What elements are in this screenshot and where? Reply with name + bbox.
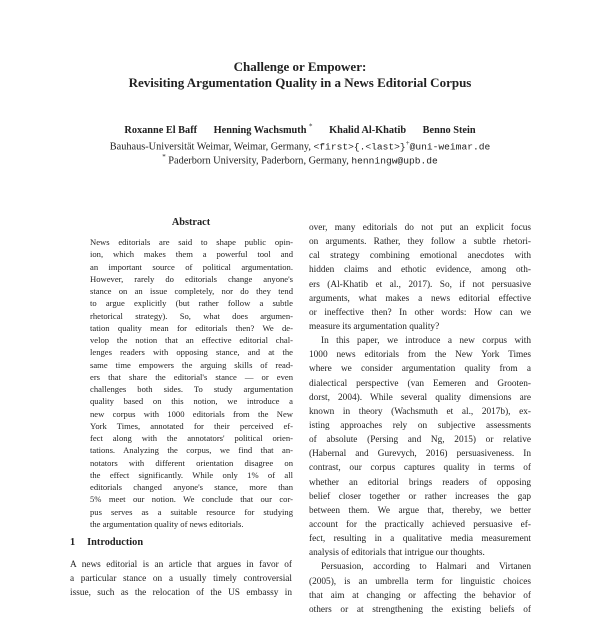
text-line: 1000 news editorials from the New York Times bbox=[309, 350, 531, 361]
text-line: dorst, 2004). While several quality dimensions are bbox=[309, 392, 531, 403]
text-line: account for the practically achieved persuasive ef- bbox=[309, 519, 531, 530]
text-line: Persuasion, according to Halmari and Virtanen bbox=[321, 562, 531, 573]
text-line: arguments, what makes a news editorial effective bbox=[309, 293, 531, 304]
text-line: pus serves as a suitable resource for studying bbox=[90, 506, 293, 517]
paper-title bbox=[0, 59, 600, 91]
text-line: (Habernal and Gurevych, 2016) persuasiveness. In bbox=[309, 449, 531, 460]
text-line: belief closer together or rather increases the gap bbox=[309, 491, 531, 502]
text-line: ers that share the editorial's stance — or even bbox=[90, 371, 293, 382]
section-body bbox=[70, 558, 292, 601]
author: Benno Stein bbox=[422, 125, 476, 137]
text-line: where we consider argumentation quality from a bbox=[309, 364, 531, 375]
text-line: a particular stance on a usually timely controversial bbox=[70, 574, 292, 585]
text-line: challenges both sides. To study argumentation bbox=[90, 384, 293, 394]
text-line: analysis of editorials that intrigue our thoughts. bbox=[309, 548, 485, 559]
right-column-body bbox=[309, 221, 531, 617]
text-line: 5% meet our notion. We conclude that our cor- bbox=[90, 494, 293, 505]
text-line: A news editorial is an article that argues in favor of bbox=[70, 560, 292, 570]
text-line: of absolute (Persing and Ng, 2015) or relative bbox=[309, 435, 531, 446]
section-heading bbox=[70, 537, 143, 548]
text-line: known in theory (Wachsmuth et al., 2017b), ex- bbox=[309, 406, 531, 417]
text-line: hidden claims and ethotic evidence, among oth- bbox=[309, 265, 531, 276]
email: henningw@upb.de bbox=[351, 155, 438, 167]
text-line: notators with different orientation disagree on bbox=[90, 457, 293, 468]
text-line: fect, resulting in a qualitative media measurement bbox=[309, 534, 531, 545]
text-line: dialectical perspective (van Eemeren and Grooten- bbox=[309, 378, 531, 389]
text-line: In this paper, we introduce a new corpus with bbox=[321, 336, 531, 347]
title-line-1: Challenge or Empower: bbox=[233, 59, 367, 74]
text-line: (2005), is an umbrella term for linguistic choices bbox=[309, 576, 531, 587]
text-line: rhetorical strategy). So, what does argumen- bbox=[90, 310, 293, 321]
text-line: lenges readers with opposing stance, and at the bbox=[90, 347, 293, 358]
text-line: on arguments. Rather, they follow a subtle rhetori- bbox=[309, 237, 531, 248]
text-line: ers (Al-Khatib et al., 2017). So, if not persuasive bbox=[309, 279, 531, 290]
text-line: York Times, annotated for their perceived ef- bbox=[90, 420, 293, 431]
text-line: the argumentation quality of news editorials. bbox=[90, 518, 244, 529]
author-list bbox=[0, 123, 600, 136]
text-line: isting approaches rely on subjective assessments bbox=[309, 420, 531, 431]
text-line: to argue explicitly (but rather follow a subtle bbox=[90, 298, 293, 309]
text-line: issue, such as the relocation of the US embassy in bbox=[70, 588, 292, 599]
text-line: News editorials are said to shape public opin- bbox=[90, 237, 293, 247]
text-line: ion, which makes them a powerful tool and bbox=[90, 249, 293, 260]
text-line: between them. We argue that, thereby, we better bbox=[309, 505, 531, 516]
text-line: same time empowers the arguing skills of read- bbox=[90, 359, 293, 370]
text-line: contrast, our corpus captures quality in terms of bbox=[309, 463, 531, 474]
affiliation-2: * Paderborn University, Paderborn, Germany, henningw@upb.de bbox=[162, 153, 438, 167]
text-line: However, rarely do editorials change anyone's bbox=[90, 273, 293, 284]
text-line: stance on an issue completely, nor do they tend bbox=[90, 286, 293, 296]
author: Henning Wachsmuth * bbox=[213, 123, 313, 137]
email: <first>{.<last>} bbox=[313, 141, 406, 153]
author: Khalid Al-Khatib bbox=[329, 125, 407, 137]
text-line: that aim at changing or affecting the behavior of bbox=[309, 590, 531, 601]
affiliation-1: Bauhaus-Universität Weimar, Weimar, Germany, <first>{.<last>}+@uni-weimar.de bbox=[109, 139, 491, 153]
text-line: new corpus with 1000 editorials from the New bbox=[90, 408, 293, 419]
text-line: an important source of political argumentation. bbox=[90, 261, 293, 272]
abstract-body bbox=[90, 236, 293, 530]
author: Roxanne El Baff bbox=[124, 125, 198, 137]
text-line: over, many editorials do not put an explicit focus bbox=[309, 223, 531, 233]
text-line: velop the notion that an effective editorial chal- bbox=[90, 335, 293, 345]
text-line: or ineffective then? In other words: How can we bbox=[309, 307, 531, 318]
text-line: editorials changed anyone's stance, more than bbox=[90, 482, 293, 492]
text-line: the effect significantly. While only 1% of all bbox=[90, 469, 293, 480]
text-line: whether an editorial brings readers of opposing bbox=[309, 477, 531, 488]
text-line: tation quality mean for editorials then? We de- bbox=[90, 322, 293, 333]
text-line: measure its argumentation quality? bbox=[309, 321, 440, 332]
abstract-heading: Abstract bbox=[171, 217, 211, 228]
text-line: others or at strengthening the existing beliefs of bbox=[309, 604, 531, 615]
title-line-2: Revisiting Argumentation Quality in a News Editorial Corpus bbox=[128, 75, 472, 90]
text-line: tations. Analyzing the corpus, we find that an- bbox=[90, 445, 293, 456]
section-title: Introduction bbox=[87, 537, 144, 548]
section-number: 1 bbox=[70, 537, 76, 548]
text-line: cal strategy combining emotional anecdotes with bbox=[309, 251, 531, 262]
text-line: fect along with the annotators' political orien- bbox=[90, 433, 293, 443]
text-line: quality based on this notion, we introduce a bbox=[90, 396, 293, 407]
